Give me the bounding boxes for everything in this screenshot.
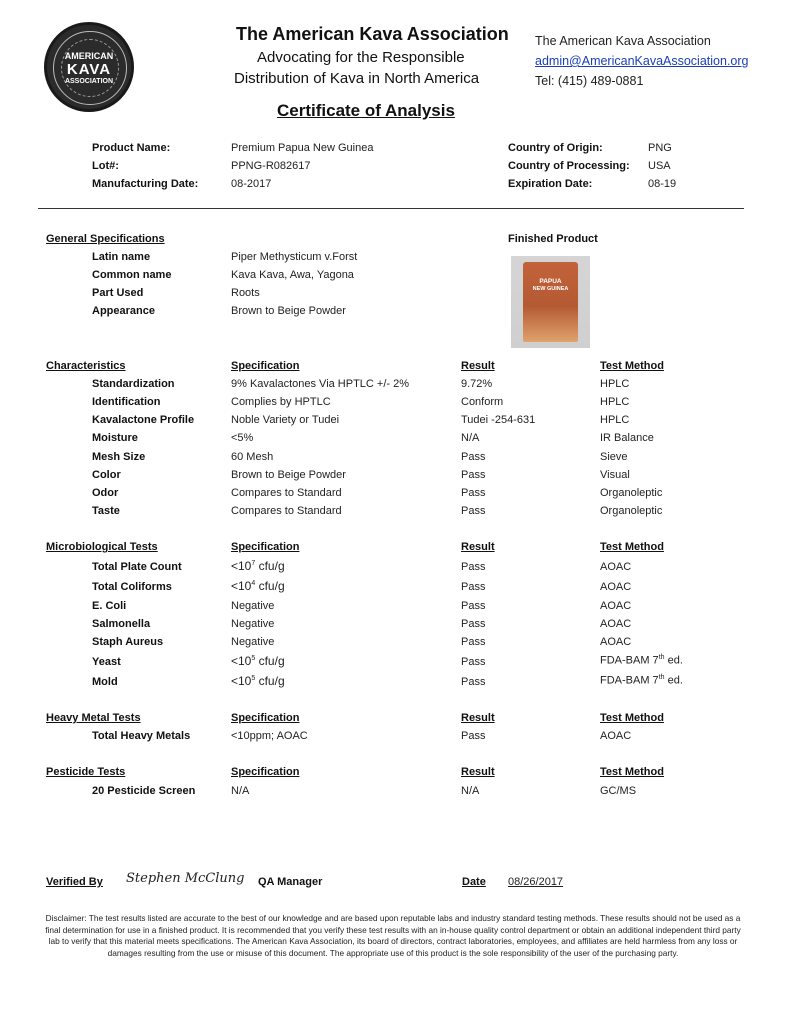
document-title: Certificate of Analysis [277,101,455,120]
origin-label: Country of Origin: [508,142,603,154]
processing-value: USA [648,160,671,172]
test-spec: Negative [231,600,275,612]
contact-email-link[interactable]: admin@AmericanKavaAssociation.org [535,54,749,68]
test-method-header: Test Method [600,541,664,553]
test-method: AOAC [600,581,632,593]
specification-header: Specification [231,541,300,553]
specification-header: Specification [231,360,300,372]
test-label: Yeast [92,656,121,668]
test-method: AOAC [600,618,632,630]
test-label: Total Plate Count [92,561,182,573]
expiration-label: Expiration Date: [508,178,593,190]
test-spec: <10ppm; AOAC [231,730,308,742]
logo-text-association: ASSOCIATION [64,78,114,85]
test-method: AOAC [600,561,632,573]
spec-label: Appearance [92,305,155,317]
test-label: Salmonella [92,618,151,630]
result-header: Result [461,712,495,724]
test-spec: $<10^4$ cfu/g [231,579,285,593]
logo-text-kava: KAVA [66,61,112,78]
test-label: Moisture [92,432,138,444]
tagline-line-1: Advocating for the Responsible [257,49,465,66]
test-method: IR Balance [600,432,654,444]
test-method: GC/MS [600,785,637,797]
expiration-value: 08-19 [648,178,677,190]
spec-value: Roots [231,287,260,299]
test-label: Color [92,469,121,481]
test-label: Mesh Size [92,451,146,463]
verified-by-label: Verified By [46,876,103,888]
test-label: Total Coliforms [92,581,172,593]
spec-label: Part Used [92,287,144,299]
test-result: Pass [461,487,486,499]
test-label: Standardization [92,378,175,390]
test-result: Pass [461,618,486,630]
test-method-header: Test Method [600,360,664,372]
test-result: N/A [461,432,480,444]
pesticide-heading: Pesticide Tests [46,766,126,778]
test-label: Staph Aureus [92,636,164,648]
test-spec: N/A [231,785,250,797]
signature: Stephen McClung [126,871,245,886]
test-method: Organoleptic [600,487,663,499]
spec-label: Latin name [92,251,151,263]
test-result: Pass [461,451,486,463]
test-spec: Noble Variety or Tudei [231,414,340,426]
test-label: Kavalactone Profile [92,414,195,426]
finished-product-heading: Finished Product [508,233,598,245]
test-method: Sieve [600,451,628,463]
spec-value: Piper Methysticum v.Forst [231,251,358,263]
product-name-label: Product Name: [92,142,171,154]
test-label: Mold [92,676,118,688]
product-name-value: Premium Papua New Guinea [231,142,374,154]
result-header: Result [461,541,495,553]
contact-name: The American Kava Association [535,34,711,48]
manufacturing-date-label: Manufacturing Date: [92,178,199,190]
characteristics-heading: Characteristics [46,360,126,372]
date-value: 08/26/2017 [508,876,564,888]
test-result: Pass [461,469,486,481]
test-method-header: Test Method [600,766,664,778]
disclaimer: Disclaimer: The test results listed are accurate to the best of our knowledge and are based upon reputable labs and industry standard testing methods. These results should not be used as a final determination for use in a finished product. It is recommended that you verify these test results with an in-house quality control department or obtain an additional independent third party lab to verify that this material meets specifications. The American Kava Association, its board of directors, contract laboratories, employees, and affiliates are held harmless from any loss or damages resulting from the use or misuse of this document. The appropriate use of this product is the sole responsibility of the user of the purchasing party. [45,913,741,958]
processing-label: Country of Processing: [508,160,630,172]
association-logo [44,22,134,112]
test-result: Pass [461,581,486,593]
test-result: Pass [461,636,486,648]
test-label: E. Coli [92,600,127,612]
test-result: Pass [461,730,486,742]
spec-value: Brown to Beige Powder [231,305,346,317]
test-spec: 9% Kavalactones Via HPTLC +/- 2% [231,378,410,390]
product-bag [523,262,578,342]
specification-header: Specification [231,766,300,778]
test-spec: Compares to Standard [231,487,342,499]
test-spec: $<10^5$ cfu/g [231,654,285,668]
result-header: Result [461,766,495,778]
test-result: Tudei -254-631 [461,414,536,426]
signer-role: QA Manager [258,876,323,888]
lot-label: Lot#: [92,160,119,172]
bag-title: PAPUA [539,278,562,285]
test-method: AOAC [600,600,632,612]
test-method: HPLC [600,396,630,408]
test-result: Pass [461,600,486,612]
tagline-line-2: Distribution of Kava in North America [234,70,480,87]
test-result: Pass [461,505,486,517]
test-result: N/A [461,785,480,797]
result-header: Result [461,360,495,372]
test-method: AOAC [600,636,632,648]
test-method-header: Test Method [600,712,664,724]
test-label: Taste [92,505,120,517]
test-method: Organoleptic [600,505,663,517]
lot-value: PPNG-R082617 [231,160,311,172]
test-spec: $<10^5$ cfu/g [231,674,285,688]
test-method: AOAC [600,730,632,742]
heavy-metal-heading: Heavy Metal Tests [46,712,141,724]
logo-text-american: AMERICAN [64,51,114,61]
test-spec: Complies by HPTLC [231,396,331,408]
test-spec: $<10^7$ cfu/g [231,559,285,573]
microbiological-heading: Microbiological Tests [46,541,158,553]
product-image [511,256,590,348]
test-method: HPLC [600,414,630,426]
test-spec: <5% [231,432,254,444]
test-label: 20 Pesticide Screen [92,785,196,797]
test-spec: Brown to Beige Powder [231,469,346,481]
test-label: Total Heavy Metals [92,730,191,742]
origin-value: PNG [648,142,672,154]
general-specifications-heading: General Specifications [46,233,165,245]
bag-subtitle: NEW GUINEA [532,286,569,292]
test-spec: Negative [231,618,275,630]
test-method: FDA-BAM 7th ed. [600,674,683,687]
test-spec: Negative [231,636,275,648]
spec-value: Kava Kava, Awa, Yagona [231,269,354,281]
test-spec: Compares to Standard [231,505,342,517]
test-result: Conform [461,396,504,408]
test-method: Visual [600,469,630,481]
test-spec: 60 Mesh [231,451,274,463]
spec-label: Common name [92,269,172,281]
test-result: Pass [461,561,486,573]
date-label: Date [462,876,486,888]
test-method: FDA-BAM 7th ed. [600,654,683,667]
specification-header: Specification [231,712,300,724]
test-result: 9.72% [461,378,493,390]
divider [38,208,744,209]
test-result: Pass [461,676,486,688]
test-result: Pass [461,656,486,668]
manufacturing-date-value: 08-2017 [231,178,272,190]
contact-phone: Tel: (415) 489-0881 [535,74,644,88]
test-label: Odor [92,487,119,499]
test-method: HPLC [600,378,630,390]
org-title: The American Kava Association [236,24,509,44]
test-label: Identification [92,396,161,408]
